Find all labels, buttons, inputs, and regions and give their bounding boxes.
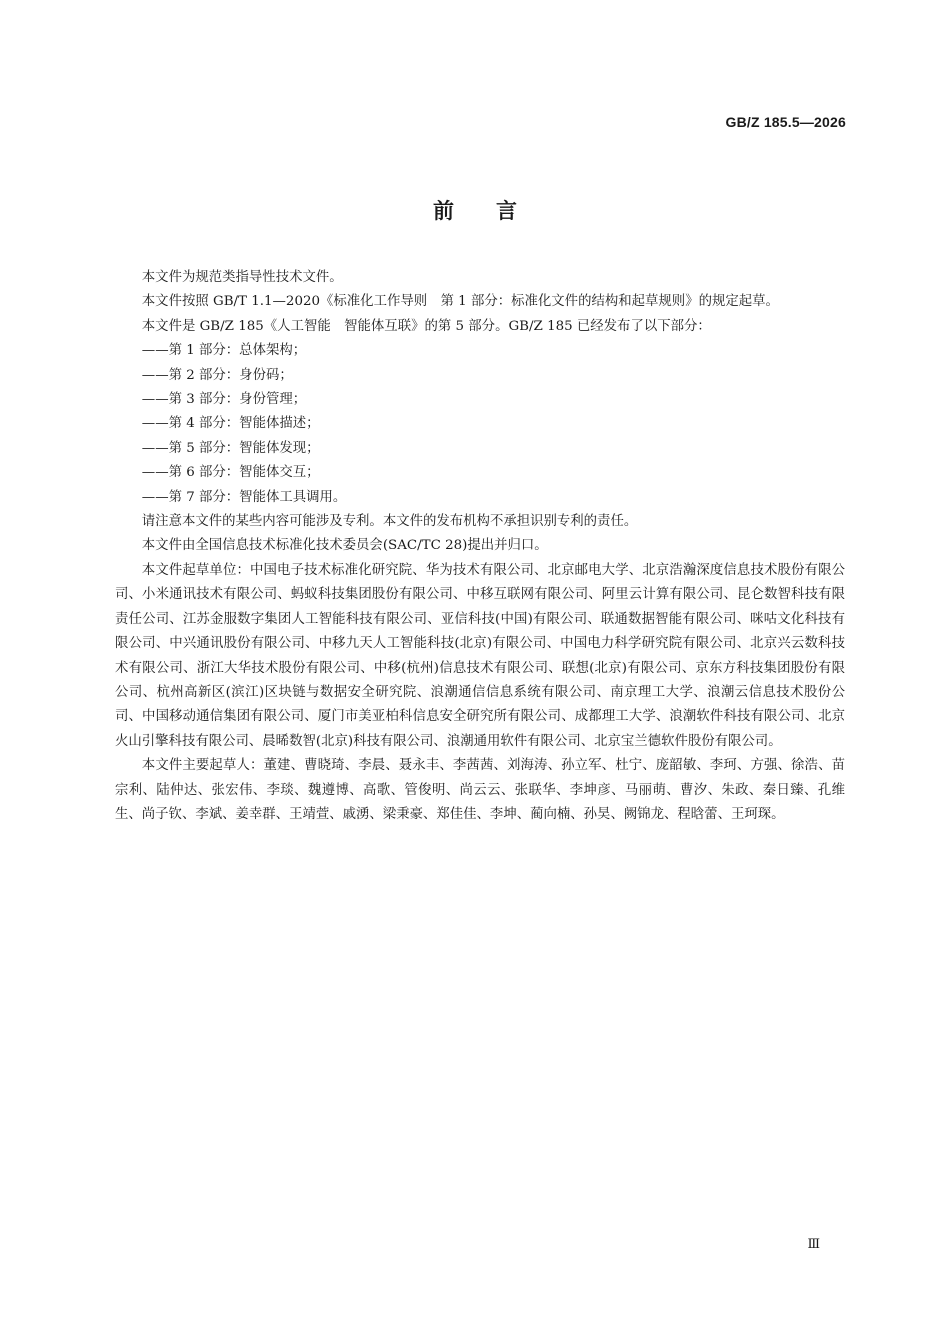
paragraph-proposer: 本文件由全国信息技术标准化技术委员会(SAC/TC 28)提出并归口。 bbox=[141, 538, 548, 554]
document-body bbox=[115, 266, 845, 827]
paragraph-drafting-organizations: 本文件起草单位：中国电子技术标准化研究院、华为技术有限公司、北京邮电大学、北京浩瀚深度信息技术股份有限公司、小米通讯技术有限公司、蚂蚁科技集团股份有限公司、中移互联网有限公司、阿里云计算有限公司、昆仑数智科技有限责任公司、江苏金服数字集团人工智能科技有限公司、亚信科技(中国)有限公司、联通数据智能有限公司、咪咕文化科技有限公司、中兴通讯股份有限公司、中移九天人工智能科技(北京)有限公司、中国电力科学研究院有限公司、北京兴云数科技术有限公司、浙江大华技术股份有限公司、中移(杭州)信息技术有限公司、联想(北京)有限公司、京东方科技集团股份有限公司、杭州高新区(滨江)区块链与数据安全研究院、浪潮通信信息系统有限公司、南京理工大学、浪潮云信息技术股份公司、中国移动通信集团有限公司、厦门市美亚柏科信息安全研究所有限公司、成都理工大学、浪潮软件科技有限公司、北京火山引擎科技有限公司、晨晞数智(北京)科技有限公司、浪潮通用软件有限公司、北京宝兰德软件股份有限公司。 bbox=[115, 562, 845, 749]
list-item-part-5: ——第 5 部分：智能体发现； bbox=[141, 440, 320, 456]
page-number: Ⅲ bbox=[807, 1236, 820, 1251]
page-title: 前言 bbox=[433, 199, 559, 223]
list-item-part-2: ——第 2 部分：身份码； bbox=[141, 367, 293, 383]
list-item-part-6: ——第 6 部分：智能体交互； bbox=[141, 465, 320, 481]
paragraph-main-drafters: 本文件主要起草人：董建、曹晓琦、李晨、聂永丰、李茜茜、刘海涛、孙立军、杜宁、庞韶敏、李珂、方强、徐浩、苗宗利、陆仲达、张宏伟、李琰、魏遵博、高歌、管俊明、尚云云、张联华、李坤彦、马丽萌、曹汐、朱政、秦日臻、孔维生、尚子钦、李斌、姜幸群、王靖萱、戚湧、梁秉豪、郑佳佳、李坤、蔺向楠、孙昊、阙锦龙、程晗蕾、王珂琛。 bbox=[115, 758, 845, 822]
paragraph-series-info: 本文件是 GB/Z 185《人工智能 智能体互联》的第 5 部分。GB/Z 185 已经发布了以下部分： bbox=[141, 318, 711, 334]
paragraph-document-type: 本文件为规范类指导性技术文件。 bbox=[141, 270, 343, 285]
list-item-part-7: ——第 7 部分：智能体工具调用。 bbox=[141, 489, 347, 505]
list-item-part-3: ——第 3 部分：身份管理； bbox=[141, 392, 307, 408]
list-item-part-4: ——第 4 部分：智能体描述； bbox=[141, 416, 320, 432]
list-item-part-1: ——第 1 部分：总体架构； bbox=[141, 343, 307, 359]
paragraph-drafting-rules: 本文件按照 GB/T 1.1—2020《标准化工作导则 第 1 部分：标准化文件的结构和起草规则》的规定起草。 bbox=[141, 294, 779, 310]
paragraph-patent-notice: 请注意本文件的某些内容可能涉及专利。本文件的发布机构不承担识别专利的责任。 bbox=[141, 514, 638, 530]
standard-code: GB/Z 185.5—2026 bbox=[725, 114, 846, 130]
